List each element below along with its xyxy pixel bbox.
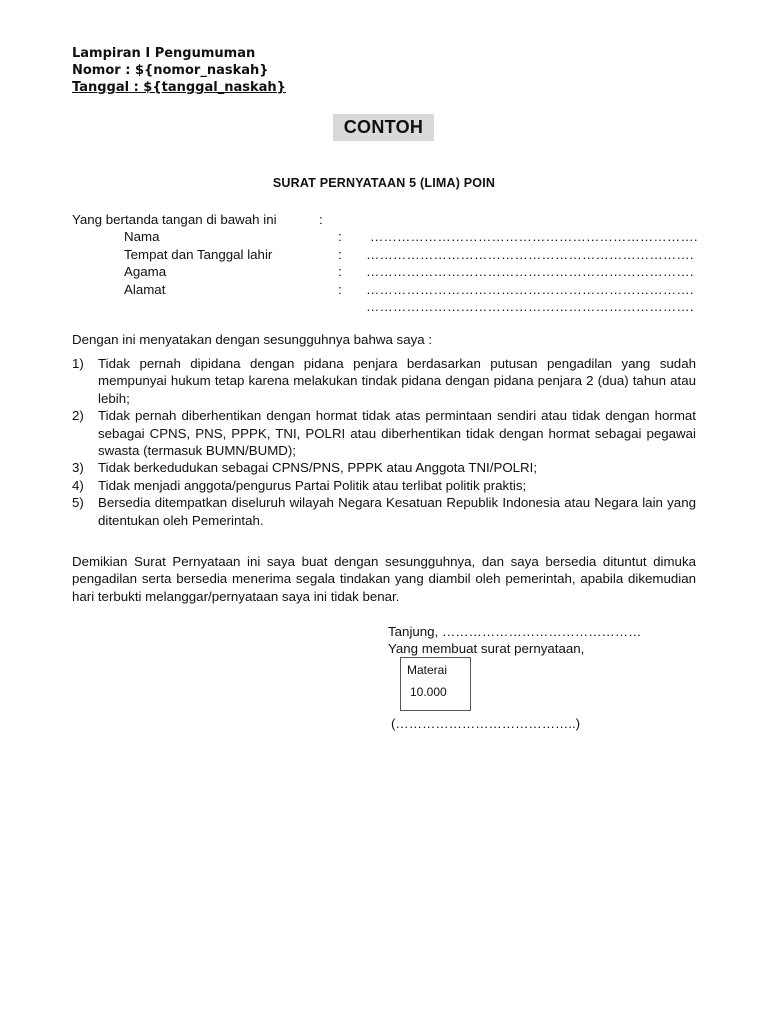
- field-colon: :: [338, 229, 342, 244]
- list-item: [72, 407, 696, 459]
- field-blank: ……………………………………………………………….: [366, 299, 694, 314]
- field-label: Nama: [124, 229, 160, 244]
- list-text: Tidak berkedudukan sebagai CPNS/PNS, PPPK atau Anggota TNI/POLRI;: [98, 460, 538, 476]
- field-row-address-cont: [0, 298, 768, 316]
- list-item: [72, 459, 696, 476]
- list-item: [72, 355, 696, 407]
- field-row-address: [0, 281, 768, 299]
- declaration-intro: Dengan ini menyatakan dengan sesungguhnya bahwa saya :: [72, 332, 433, 347]
- field-label: Agama: [124, 264, 167, 279]
- field-colon: :: [338, 246, 342, 262]
- document-number: Nomor : ${nomor_naskah}: [72, 63, 269, 78]
- attachment-title: Lampiran I Pengumuman: [72, 46, 256, 61]
- field-colon: :: [338, 264, 342, 279]
- list-text: Tidak pernah dipidana dengan pidana penjara berdasarkan putusan pengadilan yang sudah mempunyai hukum tetap karena melakukan tindak pidana dengan pidana penjara 2 (dua) tahun atau lebih;: [98, 356, 696, 406]
- list-number: 1): [72, 356, 84, 371]
- field-blank: ……………………………………………………………….: [370, 229, 698, 244]
- list-number: 5): [72, 495, 84, 511]
- field-label: Alamat: [124, 281, 166, 297]
- list-text: Tidak menjadi anggota/pengurus Partai Politik atau terlibat politik praktis;: [98, 477, 527, 493]
- list-number: 3): [72, 460, 84, 476]
- signer-name-blank: (…………………………………..): [391, 716, 581, 731]
- field-row-religion: [0, 263, 768, 281]
- document-title: SURAT PERNYATAAN 5 (LIMA) POIN: [272, 176, 496, 190]
- list-number: 2): [72, 408, 84, 424]
- field-colon: :: [338, 281, 342, 297]
- intro-line: [72, 211, 323, 229]
- field-label: Tempat dan Tanggal lahir: [124, 246, 273, 262]
- intro-text: Yang bertanda tangan di bawah ini: [72, 212, 277, 227]
- field-blank: ……………………………………………………………….: [366, 264, 694, 279]
- attachment-header: [72, 45, 286, 96]
- list-item: [72, 494, 696, 529]
- list-item: [72, 477, 696, 494]
- place-date-line: Tanjung, ………………………………………: [388, 624, 642, 639]
- field-blank: ……………………………………………………………….: [366, 281, 694, 297]
- stamp-value: 10.000: [410, 685, 447, 699]
- declaration-points: [72, 355, 696, 529]
- list-text: Tidak pernah diberhentikan dengan hormat tidak atas permintaan sendiri atau tidak dengan hormat sebagai CPNS, PNS, PPPK, TNI, POLRI atau diberhentikan tidak dengan hormat sebagai pegawai swasta (termasuk BUMN/BUMD);: [98, 408, 696, 459]
- stamp-label: Materai: [407, 663, 448, 677]
- field-row-birth: [0, 246, 768, 264]
- signature-block: [388, 623, 641, 658]
- document-date: Tanggal : ${tanggal_naskah}: [72, 80, 286, 95]
- field-row-name: [0, 228, 768, 246]
- list-text: Bersedia ditempatkan diseluruh wilayah Negara Kesatuan Republik Indonesia atau Negara lain yang ditentukan oleh Pemerintah.: [98, 495, 696, 528]
- intro-colon: :: [319, 212, 323, 227]
- field-blank: ……………………………………………………………….: [366, 246, 694, 262]
- example-label: CONTOH: [333, 114, 434, 141]
- stamp-duty-box: [400, 657, 471, 711]
- closing-paragraph: Demikian Surat Pernyataan ini saya buat dengan sesungguhnya, dan saya bersedia dituntut dimuka pengadilan serta bersedia menerima segala tindakan yang diambil oleh pemerintah, apabila dikemudian hari terbukti melanggar/pernyataan saya ini tidak benar.: [72, 554, 696, 604]
- signer-caption: Yang membuat surat pernyataan,: [388, 641, 585, 657]
- list-number: 4): [72, 477, 84, 493]
